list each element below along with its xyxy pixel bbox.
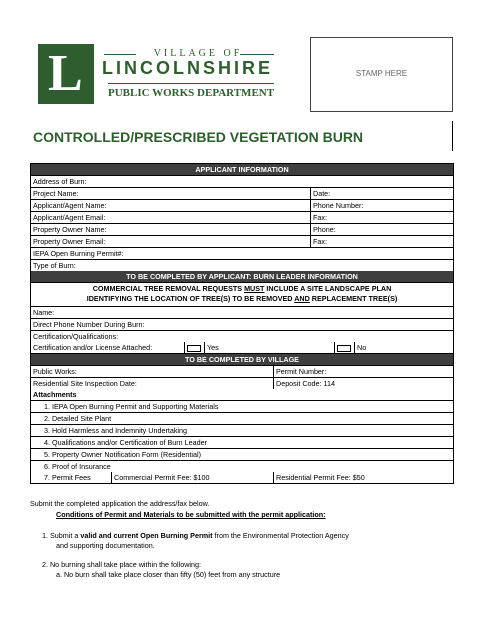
stamp-box (310, 37, 453, 112)
divider (108, 83, 274, 84)
cert-attached-row (31, 342, 453, 354)
form-field[interactable]: Name: (33, 308, 55, 317)
form-row (31, 188, 453, 200)
form-row (31, 378, 453, 389)
page-title: CONTROLLED/PRESCRIBED VEGETATION BURN (33, 129, 364, 145)
form-field[interactable]: Project Name: (33, 189, 79, 198)
village-logo (38, 44, 94, 104)
form-field[interactable]: Type of Burn: (33, 261, 76, 270)
no-label: No (354, 342, 453, 353)
residential-fee: Residential Permit Fee: $50 (273, 472, 453, 483)
attachment-row (31, 437, 453, 449)
form-field[interactable]: Direct Phone Number During Burn: (33, 320, 145, 329)
attachment-item: 1. IEPA Open Burning Permit and Supporting Materials (44, 402, 219, 411)
form-row (31, 236, 453, 248)
stamp-label: STAMP HERE (355, 69, 408, 78)
section-header: TO BE COMPLETED BY VILLAGE (31, 354, 453, 366)
commercial-fee: Commercial Permit Fee: $100 (111, 472, 273, 483)
form-field[interactable]: Residential Site Inspection Date: (33, 379, 137, 388)
application-form (30, 163, 454, 484)
form-row (31, 248, 453, 260)
form-field[interactable]: Date: (310, 188, 453, 199)
attachment-row (31, 425, 453, 437)
section-header: TO BE COMPLETED BY APPLICANT: BURN LEADER INFORMATION (31, 271, 453, 283)
logo-letter: L (48, 45, 83, 102)
form-row (31, 307, 453, 319)
condition-2a: a. No burn shall take place closer than fifty (50) feet from any structure (56, 570, 281, 579)
village-of-label: VILLAGE OF (153, 48, 243, 59)
condition-1-continued: and supporting documentation. (56, 541, 155, 550)
form-row (31, 366, 453, 378)
form-row (31, 176, 453, 188)
form-row (31, 212, 453, 224)
village-name: LINCOLNSHIRE (102, 58, 273, 78)
form-field[interactable]: Phone Number: (310, 200, 453, 211)
form-field[interactable]: Phone: (310, 224, 453, 235)
yes-label: Yes (204, 342, 334, 353)
form-row (31, 260, 453, 271)
cert-attached-label: Certification and/or License Attached: (33, 343, 153, 352)
form-field[interactable]: Applicant/Agent Email: (33, 213, 106, 222)
form-field[interactable]: Fax: (310, 212, 453, 223)
form-field[interactable]: Public Works: (33, 367, 77, 376)
attachment-row (31, 461, 453, 472)
attachment-row (31, 401, 453, 413)
form-field[interactable]: Property Owner Email: (33, 237, 106, 246)
attachment-item: 2. Detailed Site Plant (44, 414, 112, 423)
form-field[interactable]: Address of Burn: (33, 177, 87, 186)
form-field[interactable]: Property Owner Name: (33, 225, 107, 234)
form-row (31, 331, 453, 342)
no-checkbox[interactable] (337, 345, 351, 352)
attachment-row (31, 413, 453, 425)
form-field[interactable]: Fax: (310, 236, 453, 247)
attachment-row (31, 449, 453, 461)
attachment-item: 5. Property Owner Notification Form (Residential) (44, 450, 201, 459)
condition-2: 2. No burning shall take place within the following: (42, 560, 202, 569)
permit-fees-row (31, 472, 453, 483)
form-row (31, 319, 453, 331)
form-field[interactable]: Certification/Qualifications: (33, 332, 119, 341)
condition-1: 1. Submit a valid and current Open Burning Permit from the Environmental Protection Agency (42, 531, 349, 540)
department-name: PUBLIC WORKS DEPARTMENT (108, 87, 275, 99)
form-field[interactable]: Permit Number: (273, 366, 453, 377)
form-row (31, 224, 453, 236)
permit-fees-label: 7. Permit Fees (44, 473, 91, 482)
submit-instruction: Submit the completed application the address/fax below. (30, 499, 210, 508)
form-field[interactable]: IEPA Open Burning Permit#: (33, 249, 124, 258)
attachments-label: Attachments (33, 390, 77, 399)
form-field[interactable]: Applicant/Agent Name: (33, 201, 107, 210)
attachments-heading-row (31, 389, 453, 401)
conditions-heading: Conditions of Permit and Materials to be submitted with the permit application: (56, 510, 326, 519)
form-field[interactable]: Deposit Code: 114 (273, 378, 453, 389)
attachment-item: 4. Qualifications and/or Certification of Burn Leader (44, 438, 208, 447)
tree-removal-note: COMMERCIAL TREE REMOVAL REQUESTS MUST INCLUDE A SITE LANDSCAPE PLAN IDENTIFYING THE LOCATION OF TREE(S) TO BE REMOVED AND REPLACEMENT TREE(S) (31, 283, 453, 307)
attachment-item: 3. Hold Harmless and Indemnity Undertaking (44, 426, 188, 435)
divider (452, 121, 453, 151)
attachment-item: 6. Proof of Insurance (44, 462, 111, 471)
yes-checkbox[interactable] (187, 345, 201, 352)
form-row (31, 200, 453, 212)
section-header: APPLICANT INFORMATION (31, 164, 453, 176)
